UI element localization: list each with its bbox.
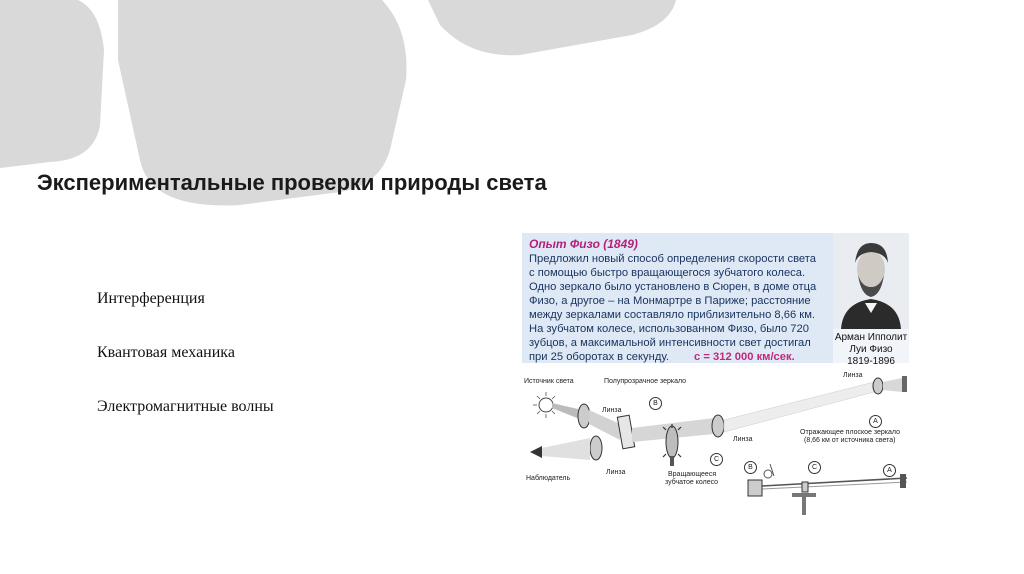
marker-c-top: С <box>710 453 723 466</box>
bullet-list <box>97 290 274 452</box>
portrait-caption-name2: Луи Физо <box>849 344 893 355</box>
marker-b-bottom: В <box>744 461 757 474</box>
label-flat-mirror-line1: Отражающее плоское зеркало <box>800 429 900 436</box>
figure-text-line: На зубчатом колесе, использованном Физо, было 720 <box>529 323 809 335</box>
slide-title: Экспериментальные проверки природы света <box>37 170 547 195</box>
label-lens-1: Линза <box>602 407 622 414</box>
label-lens-4: Линза <box>843 372 863 379</box>
portrait-caption-years: 1819-1896 <box>847 356 895 367</box>
portrait-caption-name1: Арман Ипполит <box>834 332 908 343</box>
label-observer: Наблюдатель <box>526 475 571 482</box>
figure-text-line <box>529 351 795 363</box>
bullet-item: Квантовая механика <box>97 344 235 361</box>
bullet-item: Электромагнитные волны <box>97 398 274 415</box>
figure-text-line: Одно зеркало было установлено в Сюрен, в доме отца <box>529 281 817 293</box>
marker-a-top: А <box>869 415 882 428</box>
marker-b-top: В <box>649 397 662 410</box>
bullet-item: Интерференция <box>97 290 205 307</box>
deco-shape-left <box>0 0 104 168</box>
label-light-source: Источник света <box>524 378 574 385</box>
figure-text-line: зубцов, а максимальной интенсивности свет достигал <box>529 337 811 349</box>
figure-text-line: Физо, а другое – на Монмартре в Париже; расстояние <box>529 295 811 307</box>
marker-a-bottom: А <box>883 464 896 477</box>
label-flat-mirror-line2: (8,66 км от источника света) <box>804 437 896 444</box>
label-semi-mirror: Полупрозрачное зеркало <box>604 378 687 385</box>
figure-text-line: с помощью быстро вращающегося зубчатого колеса. <box>529 267 806 279</box>
label-wheel-line1: Вращающееся <box>668 471 717 478</box>
marker-c-bottom: С <box>808 461 821 474</box>
label-lens-3: Линза <box>733 436 753 443</box>
deco-shape-right <box>428 0 676 55</box>
figure-text-line: между зеркалами составляло приблизительно 8,66 км. <box>529 309 816 321</box>
portrait-image <box>833 233 909 329</box>
figure-heading: Опыт Физо (1849) <box>529 237 638 251</box>
info-box <box>522 233 833 363</box>
label-wheel-line2: зубчатое колесо <box>665 479 719 486</box>
experiment-diagram <box>522 368 909 522</box>
label-lens-2: Линза <box>606 469 626 476</box>
fizeau-figure <box>522 233 909 522</box>
speed-value: с = 312 000 км/сек. <box>694 351 795 363</box>
figure-text-line: Предложил новый способ определения скорости света <box>529 253 816 265</box>
figure-last-line: при 25 оборотах в секунду. <box>529 351 669 363</box>
